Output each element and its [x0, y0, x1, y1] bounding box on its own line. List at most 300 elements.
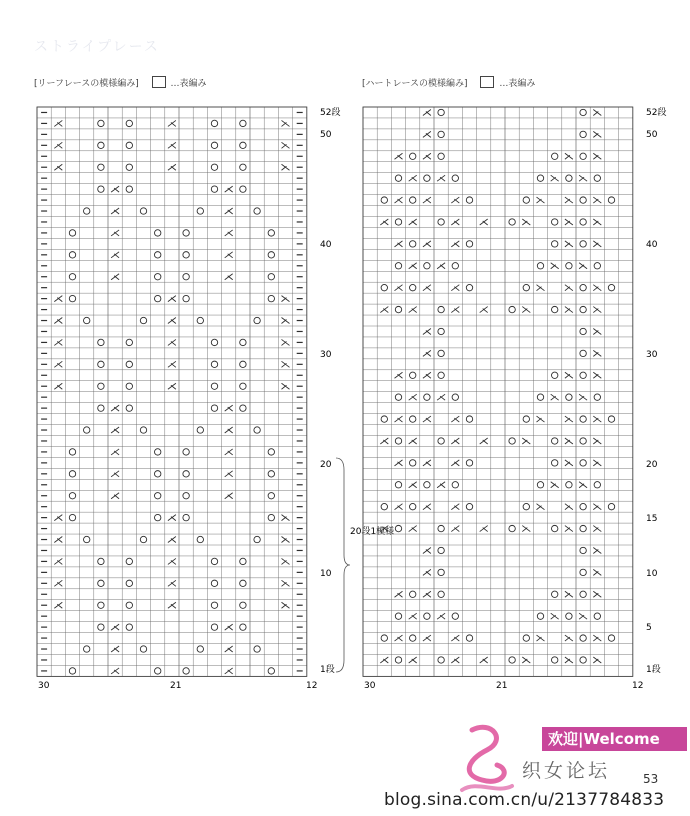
heart-row-label-1: 1段 [646, 665, 661, 675]
decrease-symbol [54, 296, 62, 302]
decrease-symbol [451, 657, 459, 663]
yarn-over-symbol [580, 503, 586, 509]
decrease-symbol [395, 285, 403, 291]
decrease-symbol [395, 591, 403, 597]
yarn-over-symbol [452, 613, 458, 619]
leaf-col-label-30: 30 [38, 681, 50, 691]
decrease-symbol [423, 635, 431, 641]
yarn-over-symbol [126, 164, 132, 170]
decrease-symbol [451, 307, 459, 313]
yarn-over-symbol [126, 558, 132, 564]
decrease-symbol [565, 438, 573, 444]
yarn-over-symbol [395, 438, 401, 444]
yarn-over-symbol [84, 536, 90, 542]
decrease-symbol [282, 164, 290, 170]
decrease-symbol [111, 208, 119, 214]
decrease-symbol [168, 515, 176, 521]
yarn-over-symbol [552, 153, 558, 159]
yarn-over-symbol [594, 175, 600, 181]
decrease-symbol [111, 186, 119, 192]
yarn-over-symbol [537, 613, 543, 619]
decrease-symbol [565, 635, 573, 641]
yarn-over-symbol [395, 657, 401, 663]
yarn-over-symbol [424, 394, 430, 400]
yarn-over-symbol [240, 142, 246, 148]
decrease-symbol [54, 318, 62, 324]
decrease-symbol [451, 416, 459, 422]
yarn-over-symbol [410, 503, 416, 509]
yarn-over-symbol [98, 383, 104, 389]
yarn-over-symbol [126, 383, 132, 389]
yarn-over-symbol [381, 197, 387, 203]
decrease-symbol [579, 263, 587, 269]
decrease-symbol [423, 569, 431, 575]
decrease-symbol [282, 558, 290, 564]
yarn-over-symbol [155, 493, 161, 499]
decrease-symbol [54, 580, 62, 586]
yarn-over-symbol [211, 624, 217, 630]
yarn-over-symbol [523, 635, 529, 641]
yarn-over-symbol [608, 197, 614, 203]
yarn-over-symbol [84, 646, 90, 652]
yarn-over-symbol [211, 120, 217, 126]
yarn-over-symbol [126, 339, 132, 345]
decrease-symbol [380, 657, 388, 663]
decrease-symbol [565, 372, 573, 378]
decrease-symbol [480, 438, 488, 444]
decrease-symbol [409, 657, 417, 663]
yarn-over-symbol [268, 449, 274, 455]
decrease-symbol [423, 328, 431, 334]
decrease-symbol [168, 120, 176, 126]
decrease-symbol [451, 438, 459, 444]
yarn-over-symbol [140, 536, 146, 542]
yarn-over-symbol [608, 503, 614, 509]
decrease-symbol [565, 416, 573, 422]
yarn-over-symbol [254, 427, 260, 433]
decrease-symbol [225, 646, 233, 652]
yarn-over-symbol [509, 219, 515, 225]
decrease-symbol [282, 296, 290, 302]
yarn-over-symbol [183, 274, 189, 280]
decrease-symbol [522, 438, 530, 444]
yarn-over-symbol [552, 372, 558, 378]
decrease-symbol [380, 307, 388, 313]
yarn-over-symbol [580, 109, 586, 115]
yarn-over-symbol [410, 460, 416, 466]
decrease-symbol [593, 416, 601, 422]
yarn-over-symbol [438, 350, 444, 356]
yarn-over-symbol [509, 438, 515, 444]
yarn-over-symbol [566, 482, 572, 488]
heart-row-label-40: 40 [646, 240, 658, 250]
decrease-symbol [593, 350, 601, 356]
leaf-row-label-20: 20 [320, 460, 332, 470]
decrease-symbol [423, 197, 431, 203]
heart-row-label-20: 20 [646, 460, 658, 470]
decrease-symbol [437, 263, 445, 269]
yarn-over-symbol [580, 438, 586, 444]
decrease-symbol [551, 482, 559, 488]
decrease-symbol [593, 547, 601, 553]
leaf-row-label-10: 10 [320, 569, 332, 579]
decrease-symbol [54, 142, 62, 148]
decrease-symbol [480, 657, 488, 663]
yarn-over-symbol [240, 558, 246, 564]
repeat-bracket [336, 458, 350, 672]
heart-row-label-5: 5 [646, 623, 652, 633]
yarn-over-symbol [183, 295, 189, 301]
yarn-over-symbol [523, 503, 529, 509]
decrease-symbol [225, 405, 233, 411]
yarn-over-symbol [155, 514, 161, 520]
yarn-over-symbol [98, 602, 104, 608]
decrease-symbol [551, 394, 559, 400]
yarn-over-symbol [438, 372, 444, 378]
decrease-symbol [54, 164, 62, 170]
decrease-symbol [423, 547, 431, 553]
decrease-symbol [522, 657, 530, 663]
decrease-symbol [225, 427, 233, 433]
decrease-symbol [593, 372, 601, 378]
yarn-over-symbol [608, 416, 614, 422]
heart-lace-title-text: [ハートレースの模様編み] [362, 79, 468, 89]
decrease-symbol [409, 219, 417, 225]
yarn-over-symbol [410, 591, 416, 597]
decrease-symbol [480, 219, 488, 225]
decrease-symbol [480, 526, 488, 532]
decrease-symbol [111, 668, 119, 674]
leaf-col-label-21: 21 [170, 681, 182, 691]
decrease-symbol [451, 460, 459, 466]
decrease-symbol [451, 635, 459, 641]
yarn-over-symbol [438, 547, 444, 553]
leaf-col-label-12: 12 [306, 681, 318, 691]
yarn-over-symbol [438, 328, 444, 334]
yarn-over-symbol [552, 219, 558, 225]
decrease-symbol [423, 460, 431, 466]
yarn-over-symbol [268, 514, 274, 520]
yarn-over-symbol [268, 295, 274, 301]
decrease-symbol [168, 602, 176, 608]
yarn-over-symbol [69, 668, 75, 674]
yarn-over-symbol [594, 394, 600, 400]
decrease-symbol [437, 394, 445, 400]
yarn-over-symbol [254, 208, 260, 214]
yarn-over-symbol [98, 339, 104, 345]
decrease-symbol [451, 197, 459, 203]
decrease-symbol [565, 504, 573, 510]
yarn-over-symbol [183, 668, 189, 674]
yarn-over-symbol [240, 602, 246, 608]
decrease-symbol [168, 580, 176, 586]
yarn-over-symbol [410, 635, 416, 641]
yarn-over-symbol [580, 416, 586, 422]
decrease-symbol [111, 252, 119, 258]
decrease-symbol [225, 624, 233, 630]
decrease-symbol [54, 558, 62, 564]
decrease-symbol [111, 624, 119, 630]
yarn-over-symbol [98, 624, 104, 630]
decrease-symbol [579, 175, 587, 181]
yarn-over-symbol [268, 252, 274, 258]
decrease-symbol [168, 339, 176, 345]
yarn-over-symbol [410, 416, 416, 422]
decrease-symbol [451, 219, 459, 225]
yarn-over-symbol [98, 405, 104, 411]
decrease-symbol [551, 263, 559, 269]
decrease-symbol [225, 230, 233, 236]
yarn-over-symbol [98, 558, 104, 564]
yarn-over-symbol [594, 613, 600, 619]
yarn-over-symbol [69, 493, 75, 499]
decrease-symbol [168, 383, 176, 389]
decrease-symbol [593, 131, 601, 137]
decrease-symbol [225, 208, 233, 214]
decrease-symbol [451, 504, 459, 510]
yarn-over-symbol [155, 252, 161, 258]
decrease-symbol [522, 526, 530, 532]
yarn-over-symbol [552, 460, 558, 466]
decrease-symbol [409, 175, 417, 181]
yarn-over-symbol [438, 131, 444, 137]
forum-name: 织女论坛 [522, 760, 611, 782]
yarn-over-symbol [140, 427, 146, 433]
decrease-symbol [282, 361, 290, 367]
decrease-symbol [565, 657, 573, 663]
yarn-over-symbol [410, 241, 416, 247]
yarn-over-symbol [268, 493, 274, 499]
heart-col-label-21: 21 [496, 681, 508, 691]
decrease-symbol [409, 438, 417, 444]
yarn-over-symbol [126, 405, 132, 411]
leaf-grid [37, 107, 307, 676]
yarn-over-symbol [580, 306, 586, 312]
yarn-over-symbol [438, 438, 444, 444]
heart-row-label-15: 15 [646, 514, 658, 524]
decrease-symbol [537, 197, 545, 203]
yarn-over-symbol [566, 613, 572, 619]
decrease-symbol [579, 482, 587, 488]
decrease-symbol [565, 241, 573, 247]
yarn-over-symbol [197, 646, 203, 652]
yarn-over-symbol [197, 208, 203, 214]
decrease-symbol [579, 394, 587, 400]
yarn-over-symbol [69, 252, 75, 258]
yarn-over-symbol [580, 657, 586, 663]
yarn-over-symbol [580, 460, 586, 466]
leaf-row-label-40: 40 [320, 240, 332, 250]
yarn-over-symbol [438, 569, 444, 575]
yarn-over-symbol [552, 241, 558, 247]
yarn-over-symbol [580, 284, 586, 290]
yarn-over-symbol [84, 208, 90, 214]
yarn-over-symbol [211, 142, 217, 148]
decrease-symbol [168, 558, 176, 564]
decrease-symbol [537, 285, 545, 291]
decrease-symbol [565, 197, 573, 203]
yarn-over-symbol [98, 186, 104, 192]
yarn-over-symbol [254, 317, 260, 323]
yarn-over-symbol [155, 230, 161, 236]
decrease-symbol [593, 307, 601, 313]
yarn-over-symbol [240, 624, 246, 630]
yarn-over-symbol [69, 471, 75, 477]
yarn-over-symbol [211, 339, 217, 345]
decrease-symbol [225, 274, 233, 280]
decrease-symbol [579, 613, 587, 619]
yarn-over-symbol [438, 525, 444, 531]
decrease-symbol [437, 482, 445, 488]
decrease-symbol [593, 460, 601, 466]
yarn-over-symbol [395, 306, 401, 312]
yarn-over-symbol [566, 175, 572, 181]
yarn-over-symbol [211, 580, 217, 586]
yarn-over-symbol [240, 405, 246, 411]
heart-row-label-10: 10 [646, 569, 658, 579]
decrease-symbol [54, 537, 62, 543]
yarn-over-symbol [466, 284, 472, 290]
yarn-over-symbol [410, 197, 416, 203]
leaf-row-label-30: 30 [320, 350, 332, 360]
yarn-over-symbol [466, 197, 472, 203]
decrease-symbol [111, 230, 119, 236]
yarn-over-symbol [126, 186, 132, 192]
yarn-over-symbol [466, 503, 472, 509]
yarn-over-symbol [523, 197, 529, 203]
decrease-symbol [593, 328, 601, 334]
decrease-symbol [409, 394, 417, 400]
yarn-over-symbol [424, 175, 430, 181]
decrease-symbol [593, 241, 601, 247]
leaf-row-label-50: 50 [320, 130, 332, 140]
decrease-symbol [395, 197, 403, 203]
yarn-over-symbol [452, 482, 458, 488]
decrease-symbol [225, 668, 233, 674]
yarn-over-symbol [395, 613, 401, 619]
yarn-over-symbol [566, 263, 572, 269]
yarn-over-symbol [197, 536, 203, 542]
yarn-over-symbol [580, 197, 586, 203]
yarn-over-symbol [438, 109, 444, 115]
decrease-symbol [593, 197, 601, 203]
decrease-symbol [168, 361, 176, 367]
decrease-symbol [537, 635, 545, 641]
decrease-symbol [282, 602, 290, 608]
yarn-over-symbol [509, 657, 515, 663]
yarn-over-symbol [395, 525, 401, 531]
yarn-over-symbol [197, 427, 203, 433]
decrease-symbol [395, 416, 403, 422]
decrease-symbol [282, 120, 290, 126]
leaf-row-label-52: 52段 [320, 108, 341, 118]
yarn-over-symbol [395, 394, 401, 400]
yarn-over-symbol [140, 208, 146, 214]
yarn-over-symbol [608, 635, 614, 641]
yarn-over-symbol [552, 525, 558, 531]
yarn-over-symbol [438, 153, 444, 159]
decrease-symbol [451, 285, 459, 291]
yarn-over-symbol [183, 514, 189, 520]
yarn-over-symbol [438, 591, 444, 597]
yarn-over-symbol [69, 230, 75, 236]
yarn-over-symbol [552, 306, 558, 312]
decrease-symbol [111, 646, 119, 652]
decrease-symbol [395, 460, 403, 466]
decrease-symbol [593, 153, 601, 159]
leaf-lace-title-text: [リーフレースの模様編み] [34, 79, 139, 89]
decrease-symbol [395, 635, 403, 641]
decrease-symbol [395, 504, 403, 510]
decrease-symbol [437, 175, 445, 181]
decrease-symbol [168, 164, 176, 170]
yarn-over-symbol [580, 328, 586, 334]
yarn-over-symbol [509, 525, 515, 531]
yarn-over-symbol [580, 635, 586, 641]
yarn-over-symbol [537, 482, 543, 488]
decrease-symbol [111, 449, 119, 455]
decrease-symbol [423, 350, 431, 356]
decrease-symbol [282, 515, 290, 521]
decrease-symbol [537, 504, 545, 510]
decrease-symbol [537, 416, 545, 422]
decrease-symbol [409, 482, 417, 488]
yarn-over-symbol [183, 230, 189, 236]
decrease-symbol [565, 307, 573, 313]
decrease-symbol [565, 219, 573, 225]
decrease-symbol [54, 515, 62, 521]
yarn-over-symbol [410, 284, 416, 290]
yarn-over-symbol [537, 394, 543, 400]
decrease-symbol [593, 657, 601, 663]
yarn-over-symbol [537, 175, 543, 181]
heart-col-label-30: 30 [364, 681, 376, 691]
leaf-row-label-1: 1段 [320, 665, 335, 675]
yarn-over-symbol [69, 295, 75, 301]
yarn-over-symbol [424, 482, 430, 488]
decrease-symbol [282, 318, 290, 324]
yarn-over-symbol [240, 120, 246, 126]
yarn-over-symbol [580, 131, 586, 137]
decrease-symbol [551, 613, 559, 619]
decrease-symbol [282, 537, 290, 543]
decrease-symbol [565, 460, 573, 466]
yarn-over-symbol [155, 668, 161, 674]
decrease-symbol [54, 339, 62, 345]
decrease-symbol [409, 613, 417, 619]
yarn-over-symbol [395, 175, 401, 181]
yarn-over-symbol [466, 416, 472, 422]
yarn-over-symbol [424, 263, 430, 269]
decrease-symbol [111, 471, 119, 477]
decrease-symbol [409, 263, 417, 269]
decrease-symbol [168, 296, 176, 302]
yarn-over-symbol [98, 580, 104, 586]
decrease-symbol [593, 285, 601, 291]
decrease-symbol [423, 416, 431, 422]
decrease-symbol [111, 427, 119, 433]
decrease-symbol [423, 131, 431, 137]
yarn-over-symbol [126, 624, 132, 630]
decrease-symbol [395, 372, 403, 378]
decrease-symbol [225, 471, 233, 477]
yarn-over-symbol [580, 241, 586, 247]
yarn-over-symbol [211, 361, 217, 367]
decrease-symbol [551, 175, 559, 181]
decrease-symbol [168, 537, 176, 543]
decrease-symbol [380, 219, 388, 225]
yarn-over-symbol [395, 482, 401, 488]
